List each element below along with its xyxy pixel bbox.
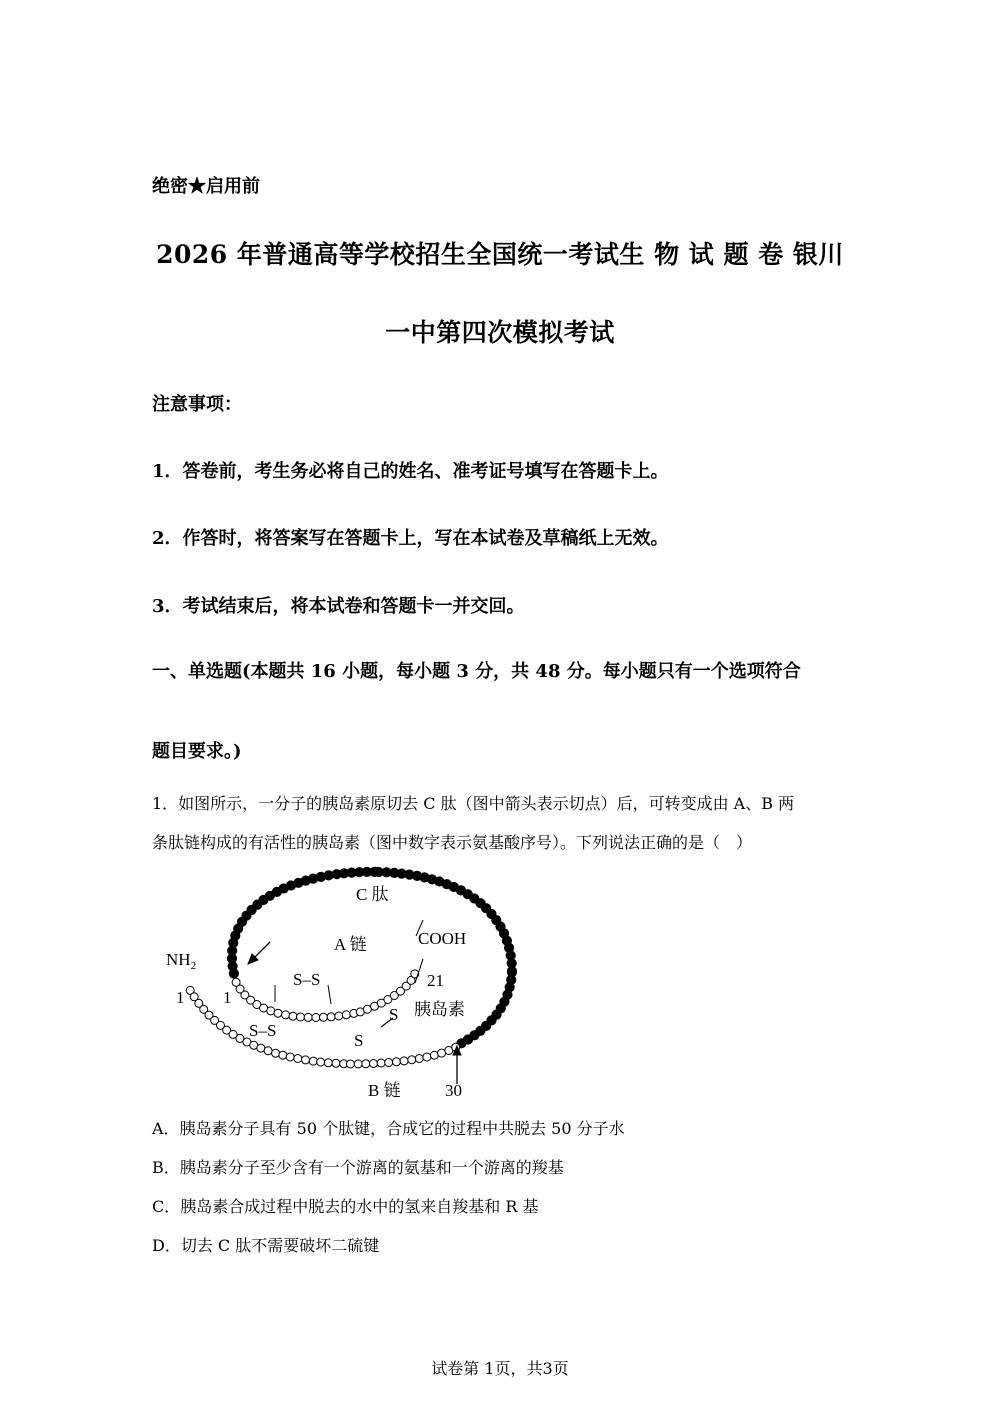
c-peptide-label: C 肽: [356, 885, 389, 904]
a-chain-label: A 链: [334, 935, 367, 954]
page-footer: 试卷第 1页，共3页: [431, 1359, 569, 1378]
insulin-label: 胰岛素: [414, 1000, 465, 1019]
option-c[interactable]: C．胰岛素合成过程中脱去的水中的氢来自羧基和 R 基: [152, 1197, 539, 1216]
s-upper-label: S: [389, 1005, 399, 1024]
b-chain-label: B 链: [368, 1081, 401, 1100]
option-d[interactable]: D．切去 C 肽不需要破坏二硫键: [152, 1236, 380, 1255]
question-1-stem-line2: 条肽链构成的有活性的胰岛素（图中数字表示氨基酸序号）。下列说法正确的是（ ）: [152, 833, 753, 852]
b-chain-start-number: 1: [176, 988, 185, 1007]
section-heading-line1: 一、单选题(本题共 16 小题，每小题 3 分，共 48 分。每小题只有一个选项符合: [152, 661, 801, 682]
notice-item-1: 1．答卷前，考生务必将自己的姓名、准考证号填写在答题卡上。: [152, 461, 669, 482]
interchain-ss-label: S–S: [249, 1021, 277, 1040]
notice-item-3: 3．考试结束后，将本试卷和答题卡一并交回。: [152, 596, 525, 617]
exam-title-line1: 2026 年普通高等学校招生全国统一考试生 物 试 题 卷 银川: [156, 240, 844, 269]
b-chain-end-number: 30: [445, 1081, 462, 1100]
notice-heading: 注意事项：: [152, 394, 242, 415]
b-chain-arrow: [453, 1046, 461, 1084]
question-1-stem-line1: 1．如图所示，一分子的胰岛素原切去 C 肽（图中箭头表示切点）后，可转变成由 A、B 两: [152, 794, 795, 813]
insulin-structure-figure: [160, 862, 520, 1107]
exam-title-line2: 一中第四次模拟考试: [385, 318, 615, 347]
option-a[interactable]: A．胰岛素分子具有 50 个肽键，合成它的过程中共脱去 50 分子水: [152, 1119, 625, 1138]
a-chain-end-number: 21: [427, 971, 444, 990]
nh2-label: $NH_2$: [166, 950, 197, 972]
secrecy-mark: 绝密★启用前: [152, 176, 260, 197]
s-lower-label: S: [354, 1031, 364, 1050]
cut-arrow: [248, 942, 270, 964]
section-heading-line2: 题目要求。): [152, 741, 242, 762]
a-chain-start-number: 1: [223, 988, 232, 1007]
cooh-label: COOH: [418, 929, 467, 948]
notice-item-2: 2．作答时，将答案写在答题卡上，写在本试卷及草稿纸上无效。: [152, 528, 669, 549]
option-b[interactable]: B．胰岛素分子至少含有一个游离的氨基和一个游离的羧基: [152, 1158, 564, 1177]
a-chain-ss-label: S–S: [293, 970, 321, 989]
